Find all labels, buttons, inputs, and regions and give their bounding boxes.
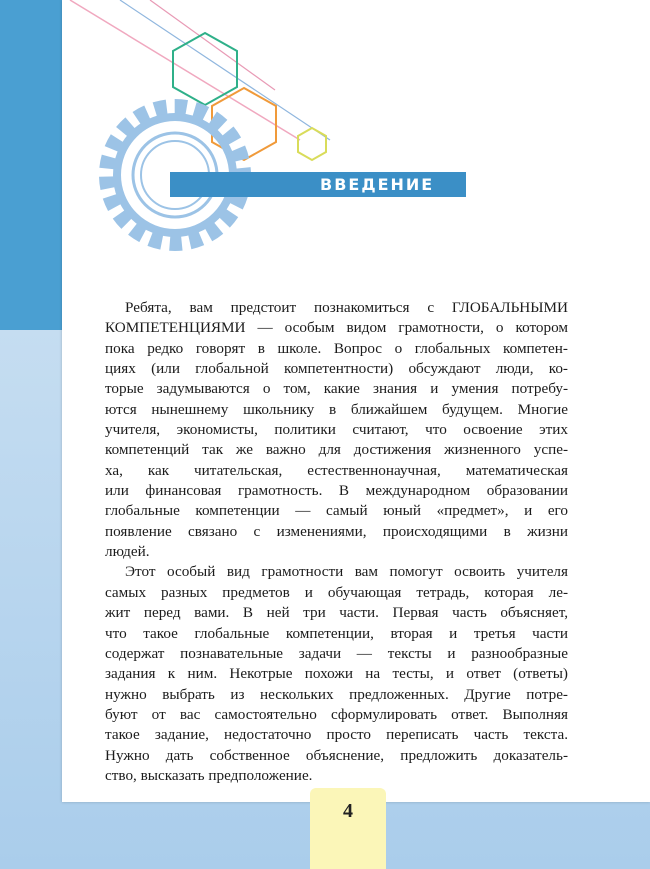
text-line: что такое глобальные компетенции, вторая и третья части	[105, 624, 568, 642]
text-line: Нужно дать собственное объяснение, предложить доказатель-	[105, 746, 568, 764]
text-line: глобальные компетенции — самый юный «предмет», и его	[105, 502, 568, 520]
text-line: людей.	[105, 543, 150, 561]
text-line: циях (или глобальной компетентности) обсуждают люди, ко-	[105, 360, 568, 378]
text-line: КОМПЕТЕНЦИЯМИ — особым видом грамотности, о котором	[105, 319, 568, 337]
paragraph	[105, 298, 568, 562]
paragraph	[105, 562, 568, 786]
text-line: жит перед вами. В ней три части. Первая часть объясняет,	[105, 604, 568, 622]
page-number: 4	[343, 800, 353, 822]
section-title: ВВЕДЕНИЕ	[320, 175, 435, 194]
text-line: ются нынешнему школьнику в ближайшем будущем. Многие	[105, 400, 568, 418]
text-line: такое задание, недостаточно просто переписать часть текста.	[105, 726, 568, 744]
text-line: торые задумываются о том, какие знания и умения потребу-	[105, 380, 568, 398]
text-line: Этот особый вид грамотности вам помогут освоить учителя	[125, 563, 568, 581]
gear-decoration-icon	[0, 0, 650, 300]
text-line: ха, как читательская, естественнонаучная, математическая	[105, 461, 568, 479]
text-line: пока редко говорят в школе. Вопрос о глобальных компетен-	[105, 339, 568, 357]
text-line: задания к ним. Некотрые похожи на тесты, и ответ (ответы)	[105, 665, 568, 683]
text-line: нужно выбрать из нескольких предложенных. Другие потре-	[105, 685, 568, 703]
text-line: появление связано с изменениями, происходящими в жизни	[105, 522, 568, 540]
text-line: или финансовая грамотность. В международном образовании	[105, 482, 568, 500]
text-line: буют от вас самостоятельно сформулировать ответ. Выполняя	[105, 705, 568, 723]
text-line: содержат познавательные задачи — тексты и разнообразные	[105, 644, 568, 662]
text-line: ство, высказать предположение.	[105, 766, 313, 784]
text-line: самых разных предметов и обучающая тетрадь, которая ле-	[105, 583, 568, 601]
text-line: Ребята, вам предстоит познакомиться с ГЛОБАЛЬНЫМИ	[125, 299, 568, 316]
text-line: учителя, экономисты, политики считают, что освоение этих	[105, 421, 568, 439]
text-line: компетенций так же важно для достижения жизненного успе-	[105, 441, 568, 459]
body-text	[105, 298, 568, 786]
